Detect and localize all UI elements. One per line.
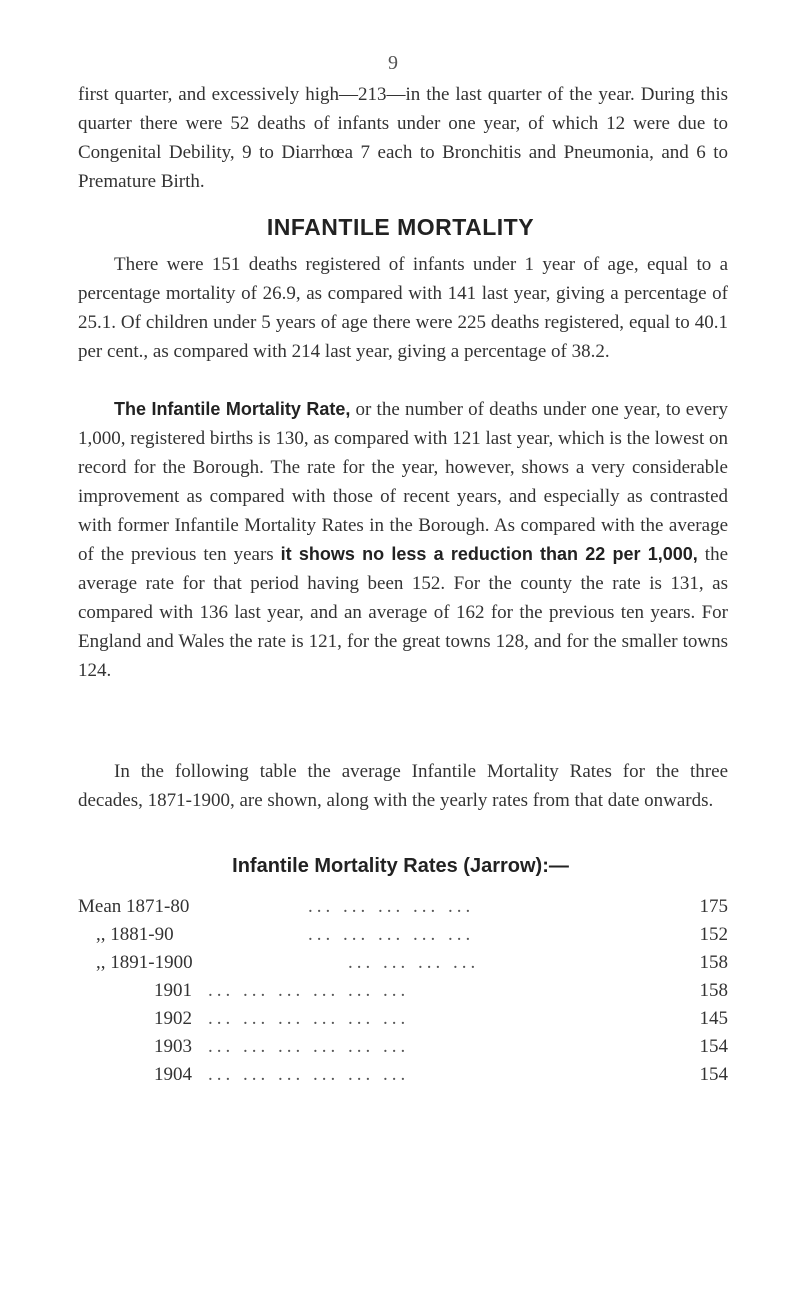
- row-value: 154: [699, 1064, 728, 1085]
- row-leader-dots: ... ... ... ... ... ...: [208, 980, 410, 1001]
- row-leader-dots: ... ... ... ... ... ...: [208, 1008, 410, 1029]
- row-leader-dots: ... ... ... ... ...: [308, 924, 475, 945]
- row-label: 1903: [154, 1036, 192, 1057]
- row-label: 1901: [154, 980, 192, 1001]
- row-label: 1904: [154, 1064, 192, 1085]
- section-heading: INFANTILE MORTALITY: [266, 214, 535, 240]
- row-label: Mean 1871-80: [78, 896, 190, 917]
- row-value: 145: [699, 1008, 728, 1029]
- paragraph-table-intro: In the following table the average Infantile Mortality Rates for the three decades, 1871-1900, are shown, along with the yearly rates from that date onwards.: [78, 761, 728, 811]
- paragraph-emphasis: it shows no less a reduction than 22 per 1,000,: [280, 544, 698, 564]
- table-row: [78, 1005, 728, 1033]
- paragraph-text-b: the average rate for that period having been 152. For the county the rate is 131, as compared with 136 last year, and an average of 162 for the previous ten years. For England and Wales the rate is 121, for the great towns 128, and for the smaller towns 124.: [78, 544, 728, 681]
- paragraph-deaths-registered: There were 151 deaths registered of infants under 1 year of age, equal to a percentage mortality of 26.9, as compared with 141 last year, giving a percentage of 25.1. Of children under 5 years of age there were 225 deaths registered, equal to 40.1 per cent., as compared with 214 last year, giving a percentage of 38.2.: [78, 254, 728, 362]
- row-leader-dots: ... ... ... ... ... ...: [208, 1064, 410, 1085]
- table-row: [78, 1033, 728, 1061]
- table-title: Infantile Mortality Rates (Jarrow):—: [232, 855, 569, 877]
- row-value: 154: [699, 1036, 728, 1057]
- row-leader-dots: ... ... ... ... ...: [308, 896, 475, 917]
- table-row: [78, 977, 728, 1005]
- paragraph-lead-term: The Infantile Mortality Rate,: [114, 399, 351, 419]
- row-value: 152: [699, 924, 728, 945]
- row-value: 175: [699, 896, 728, 917]
- page-number: 9: [388, 52, 398, 74]
- row-value: 158: [699, 952, 728, 973]
- row-leader-dots: ... ... ... ...: [348, 952, 480, 973]
- paragraph-text-a: or the number of deaths under one year, to every 1,000, registered births is 130, as compared with 121 last year, which is the lowest on record for the Borough. The rate for the year, however, shows a very considerable improvement as compared with those of recent years, and especially as contrasted with former Infantile Mortality Rates in the Borough. As compared with the average of the previous ten years: [78, 399, 728, 565]
- table-row: [78, 949, 728, 977]
- row-label: 1902: [154, 1008, 192, 1029]
- row-value: 158: [699, 980, 728, 1001]
- row-label: ,, 1891-1900: [96, 952, 193, 973]
- table-row: [78, 921, 728, 949]
- rates-table: [78, 893, 728, 1089]
- paragraph-mortality-rate: [78, 395, 728, 685]
- row-leader-dots: ... ... ... ... ... ...: [208, 1036, 410, 1057]
- intro-paragraph: first quarter, and excessively high—213—in the last quarter of the year. During this quarter there were 52 deaths of infants under one year, of which 12 were due to Congenital Debility, 9 to Diarrhœa 7 each to Bronchitis and Pneumonia, and 6 to Premature Birth.: [78, 84, 728, 192]
- table-row: [78, 893, 728, 921]
- row-label: ,, 1881-90: [96, 924, 174, 945]
- table-row: [78, 1061, 728, 1089]
